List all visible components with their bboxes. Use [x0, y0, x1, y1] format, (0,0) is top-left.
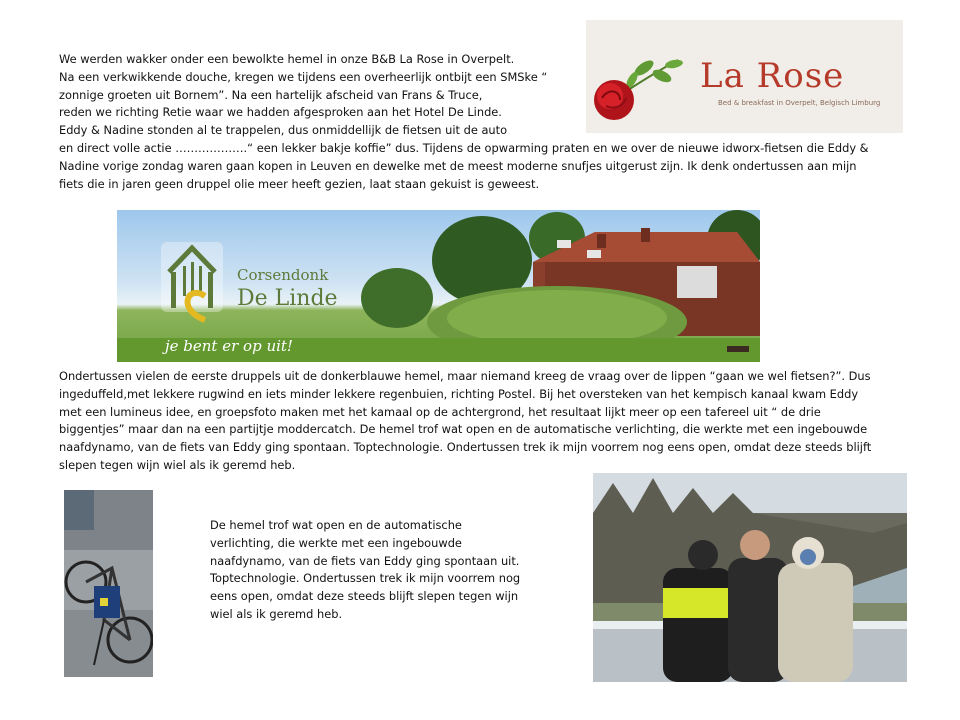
text-line: verlichting, die werkte met een ingebouwde — [210, 535, 462, 550]
text-line: reden we richting Retie waar we hadden afgesproken aan het Hotel De Linde. — [59, 105, 502, 120]
text-line: We werden wakker onder een bewolkte hemel in onze B&B La Rose in Overpelt. — [59, 52, 515, 66]
text-line: fiets die in jaren geen druppel olie meer heeft gezien, laat staan gekuist is geweest. — [59, 176, 540, 191]
text-line: Toptechnologie. Ondertussen trek ik mijn voorrem nog — [210, 571, 521, 586]
text-line: De hemel trof wat open en de automatische — [210, 518, 462, 532]
ride-paragraph — [59, 368, 871, 475]
text-line: biggentjes” maar dan na een partijtje moddercatch. De hemel trof wat open en de automatische verlichting, die werkte met een ingebouwde — [59, 422, 868, 437]
corsendonk-brand: Corsendonk — [237, 266, 329, 284]
group-photo — [593, 473, 907, 682]
text-line: ingeduffeld,met lekkere rugwind en iets minder lekkere regenbuien, richting Postel. Bij het oversteken van het kempisch kanaal kwam Eddy — [59, 386, 859, 401]
text-line: met een lumineus idee, en groepsfoto maken met het kamaal op de achtergrond, het resultaat lijkt meer op een tafereel uit “ de drie — [59, 404, 821, 419]
de-linde-brand: De Linde — [237, 286, 338, 311]
text-line: Ondertussen vielen de eerste druppels uit de donkerblauwe hemel, maar niemand kreeg de vraag over de lippen “gaan we wel fietsen?”. Dus — [59, 369, 871, 383]
text-line: en direct volle actie ……………….“ een lekker bakje koffie” dus. Tijdens de opwarming praten en we over de nieuwe idworx-fietsen die Eddy & — [59, 140, 869, 155]
bicycle-image — [64, 490, 153, 677]
text-line: zonnige groeten uit Bornem”. Na een hartelijk afscheid van Frans & Truce, — [59, 87, 483, 102]
la-rose-logo — [586, 20, 903, 133]
text-line: Na een verkwikkende douche, kregen we tijdens een overheerlijk ontbijt een SMSke “ — [59, 69, 548, 84]
banner-slogan: je bent er op uit! — [165, 337, 293, 355]
text-line: slepen tegen wijn wiel als ik geremd heb. — [59, 457, 296, 472]
text-line: Eddy & Nadine stonden al te trappelen, dus onmiddellijk de fietsen uit de auto — [59, 123, 508, 138]
text-line: wiel als ik geremd heb. — [210, 606, 343, 621]
text-line: naafdynamo, van de fiets van Eddy ging spontaan uit. — [210, 553, 520, 568]
text-line: naafdynamo, van de fiets van Eddy ging spontaan. Toptechnologie. Ondertussen trek ik mijn voorrem nog eens open, omdat deze steeds blijft — [59, 440, 872, 455]
side-paragraph — [210, 517, 520, 624]
group-canal-image — [593, 473, 907, 682]
bicycle-photo — [64, 490, 153, 677]
la-rose-title: La Rose — [700, 56, 845, 96]
text-line: eens open, omdat deze steeds blijft slepen tegen wijn — [210, 589, 519, 604]
la-rose-subtitle: Bed & breakfast in Overpelt, Belgisch Limburg — [718, 99, 881, 107]
text-line: Nadine vorige zondag waren gaan kopen in Leuven en dewelke met de meest moderne snufjes uitgerust zijn. Ik denk ondertussen aan mijn — [59, 158, 857, 173]
corsendonk-de-linde-banner — [117, 210, 760, 362]
